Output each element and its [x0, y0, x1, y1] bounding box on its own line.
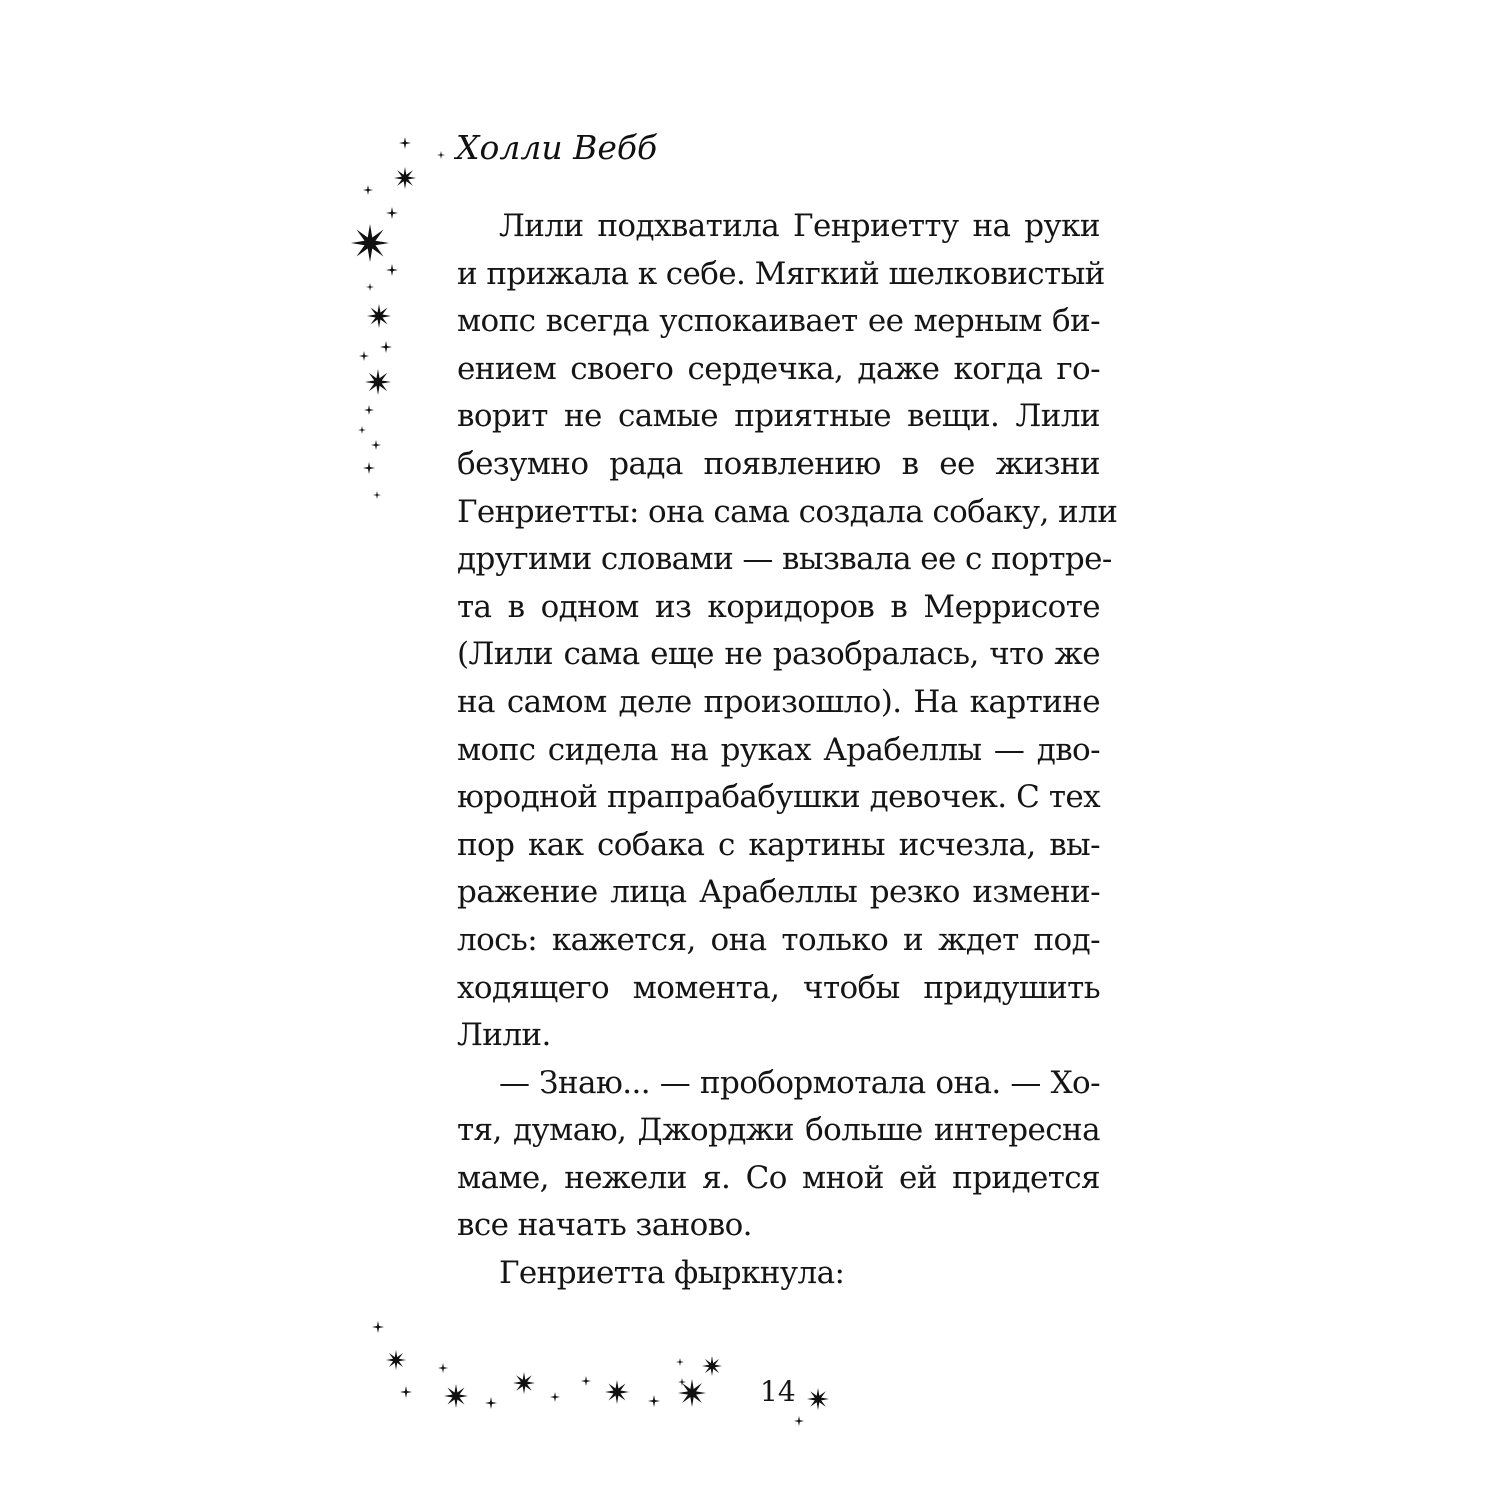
star-icon — [351, 224, 389, 262]
text-line: ением своего сердечка, даже когда го- — [457, 350, 1100, 387]
text-line: лось: кажется, она только и ждет под- — [457, 921, 1100, 958]
star-icon — [394, 167, 416, 189]
page-number: 14 — [760, 1375, 796, 1408]
text-line: все начать заново. — [457, 1207, 752, 1244]
star-icon — [513, 1372, 535, 1394]
text-line: и прижала к себе. Мягкий шелковистый — [457, 255, 1105, 292]
star-icon — [372, 1321, 384, 1333]
star-icon — [437, 151, 445, 159]
text-line: Генриетты: она сама создала собаку, или — [457, 493, 1118, 530]
star-icon — [807, 1388, 829, 1410]
text-line: на самом деле произошло). На картине — [457, 683, 1100, 720]
star-icon — [363, 462, 375, 474]
text-line: Лили подхватила Генриетту на руки — [499, 208, 1100, 244]
star-icon — [364, 405, 374, 415]
star-icon — [386, 264, 398, 276]
text-line: безумно рада появлению в ее жизни — [457, 445, 1100, 482]
star-icon — [444, 1384, 468, 1408]
paragraph — [457, 203, 1118, 1060]
text-line: — Знаю... — пробормотала она. — Хо- — [499, 1064, 1100, 1101]
star-icon — [380, 341, 392, 353]
text-line: ходящего момента, чтобы придушить — [457, 969, 1100, 1006]
text-line: пор как собака с картины исчезла, вы- — [457, 826, 1100, 863]
text-line: другими словами — вызвала ее с портре- — [457, 541, 1112, 578]
star-icon — [702, 1356, 722, 1376]
star-icon — [678, 1379, 706, 1407]
star-icon — [605, 1380, 629, 1404]
text-line: тя, думаю, Джорджи больше интересна — [457, 1112, 1100, 1149]
body-text — [457, 203, 1118, 1298]
paragraph — [457, 1250, 1100, 1298]
star-icon — [366, 283, 374, 291]
star-icon — [676, 1358, 684, 1366]
star-icon — [400, 1386, 412, 1398]
star-icon — [550, 1392, 560, 1402]
star-icon — [373, 491, 381, 499]
star-icon — [648, 1395, 660, 1407]
star-icon — [365, 369, 391, 395]
star-icon — [485, 1397, 497, 1409]
star-icon — [386, 207, 398, 219]
star-icon — [794, 1416, 804, 1426]
star-icon — [581, 1376, 591, 1386]
running-head-author: Холли Вебб — [456, 128, 658, 167]
star-icon — [358, 426, 366, 434]
star-icon — [371, 440, 381, 450]
star-icon — [359, 351, 369, 361]
star-icon — [678, 1378, 686, 1386]
star-icon — [386, 1350, 406, 1370]
star-icon — [363, 185, 373, 195]
text-line: мопс всегда успокаивает ее мерным би- — [457, 303, 1100, 340]
text-line: ражение лица Арабеллы резко измени- — [457, 874, 1100, 911]
star-icon — [367, 304, 391, 328]
text-line: та в одном из коридоров в Меррисоте — [457, 588, 1100, 625]
text-line: маме, нежели я. Со мной ей придется — [457, 1159, 1100, 1196]
text-line: (Лили сама еще не разобралась, что же — [457, 636, 1100, 673]
star-icon — [399, 137, 411, 149]
text-line: Генриетта фыркнула: — [499, 1255, 845, 1292]
star-icon — [438, 1363, 448, 1373]
text-line: юродной прапрабабушки девочек. С тех — [457, 779, 1100, 816]
paragraph — [457, 1060, 1100, 1250]
text-line: мопс сидела на руках Арабеллы — дво- — [457, 731, 1100, 768]
text-line: ворит не самые приятные вещи. Лили — [457, 398, 1100, 435]
text-line: Лили. — [457, 1017, 551, 1054]
